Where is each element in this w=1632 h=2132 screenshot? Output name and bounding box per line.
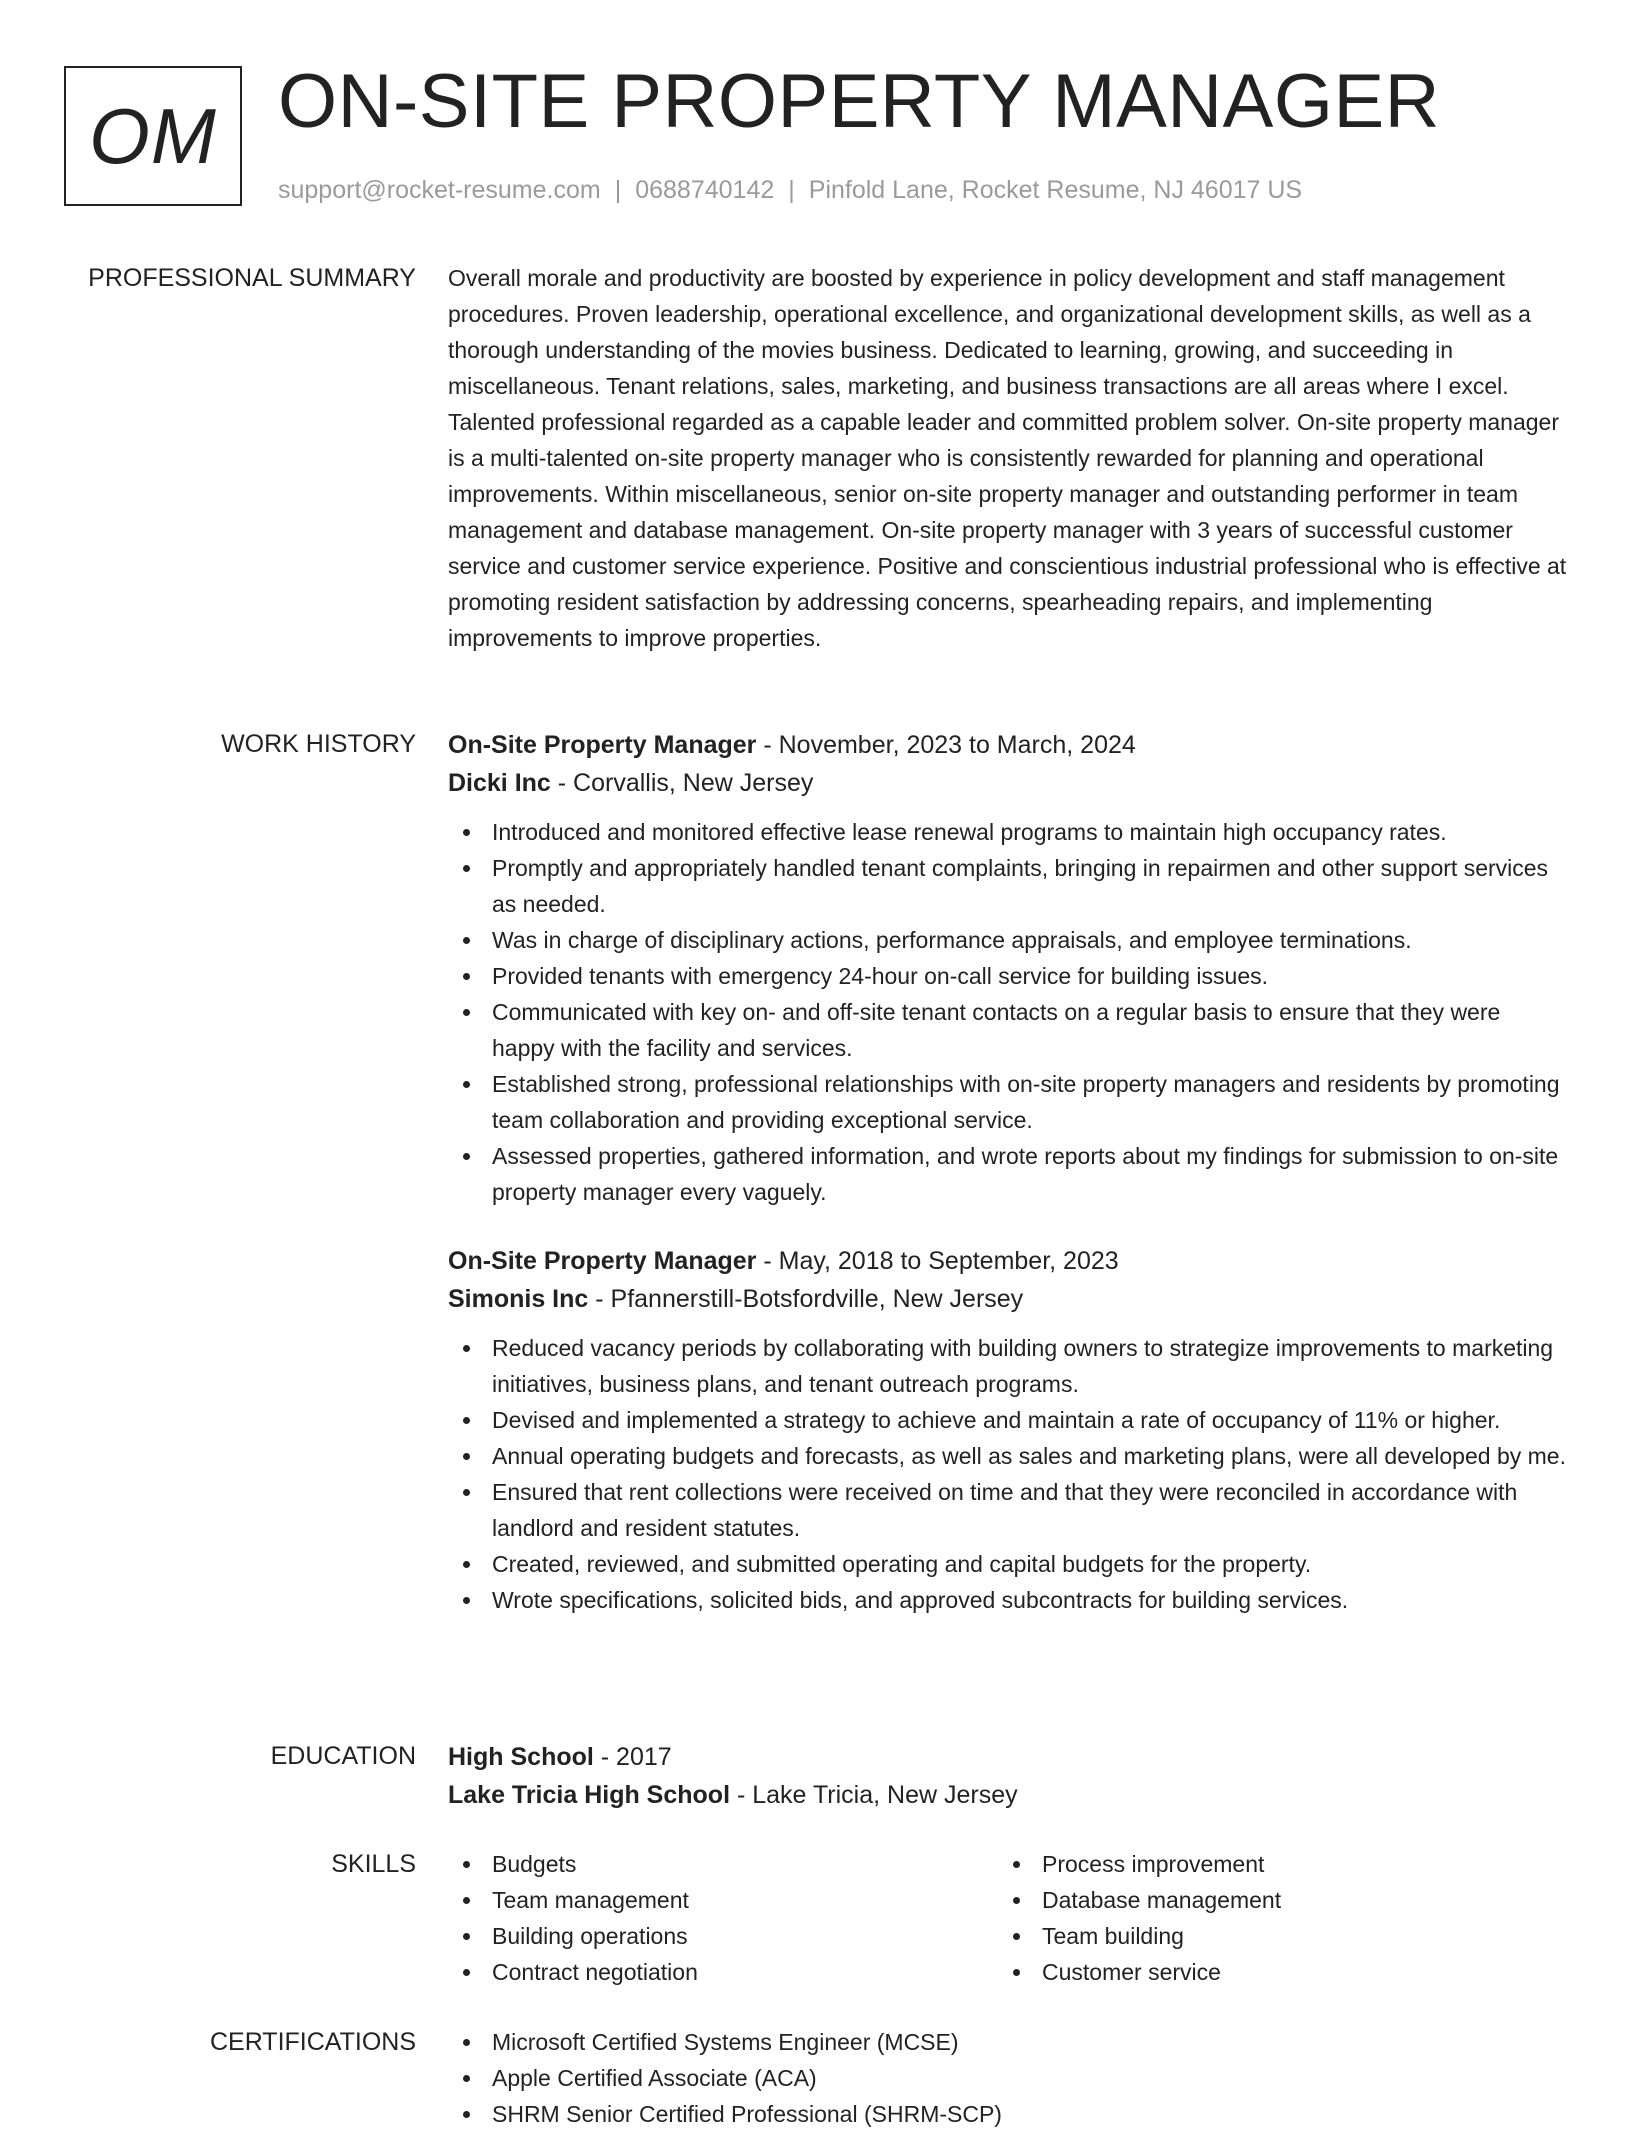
job-title-line [448, 726, 1568, 764]
job-entry [448, 1242, 1568, 1618]
contact-phone[interactable]: 0688740142 [635, 176, 775, 204]
section-label-certifications: CERTIFICATIONS [209, 2028, 416, 2056]
job-bullets [448, 1330, 1568, 1618]
skills-grid [448, 1846, 1568, 1990]
education-school-line [448, 1776, 1568, 1814]
list-item: Annual operating budgets and forecasts, as well as sales and marketing plans, were all developed by me. [448, 1438, 1568, 1474]
skill-item: Process improvement [998, 1846, 1548, 1882]
certifications-body [448, 2024, 1568, 2132]
contact-line [278, 176, 1302, 205]
job-bullets [448, 814, 1568, 1210]
work-history-body [448, 726, 1568, 1618]
list-item: Was in charge of disciplinary actions, performance appraisals, and employee terminations. [448, 922, 1568, 958]
skills-body [448, 1846, 1568, 1990]
skills-column-right [998, 1846, 1548, 1990]
skill-item: Database management [998, 1882, 1548, 1918]
job-title: On-Site Property Manager [448, 1247, 757, 1275]
summary-body [448, 260, 1568, 656]
education-year: - 2017 [593, 1743, 672, 1771]
skill-item: Contract negotiation [448, 1954, 998, 1990]
education-degree-line [448, 1738, 1568, 1776]
skill-item: Customer service [998, 1954, 1548, 1990]
section-label-skills: SKILLS [331, 1850, 416, 1878]
section-label-education: EDUCATION [270, 1742, 416, 1770]
list-item: Created, reviewed, and submitted operating and capital budgets for the property. [448, 1546, 1568, 1582]
monogram-text: OM [89, 91, 217, 180]
list-item: Promptly and appropriately handled tenant complaints, bringing in repairmen and other support services as needed. [448, 850, 1568, 922]
list-item: Established strong, professional relationships with on-site property managers and residents by promoting team collaboration and providing exceptional service. [448, 1066, 1568, 1138]
contact-address: Pinfold Lane, Rocket Resume, NJ 46017 US [808, 176, 1303, 204]
contact-email[interactable]: support@rocket-resume.com [278, 176, 601, 204]
job-location: - Pfannerstill-Botsfordville, New Jersey [588, 1285, 1024, 1313]
job-company: Simonis Inc [448, 1285, 589, 1313]
job-title: On-Site Property Manager [448, 731, 757, 759]
list-item: Reduced vacancy periods by collaborating with building owners to strategize improvements to marketing initiatives, business plans, and tenant outreach programs. [448, 1330, 1568, 1402]
job-location: - Corvallis, New Jersey [550, 769, 814, 797]
list-item: Devised and implemented a strategy to achieve and maintain a rate of occupancy of 11% or higher. [448, 1402, 1568, 1438]
job-dates: - November, 2023 to March, 2024 [756, 731, 1136, 759]
skill-item: Budgets [448, 1846, 998, 1882]
list-item: Ensured that rent collections were received on time and that they were reconciled in accordance with landlord and resident statutes. [448, 1474, 1568, 1546]
summary-text: Overall morale and productivity are boosted by experience in policy development and staff management procedures. Proven leadership, operational excellence, and organizational development skills, as well as a thorough understanding of the movies business. Dedicated to learning, growing, and succeeding in miscellaneous. Tenant relations, sales, marketing, and business transactions are all areas where I excel. Talented professional regarded as a capable leader and committed problem solver. On-site property manager is a multi-talented on-site property manager who is consistently rewarded for planning and operational improvements. Within miscellaneous, senior on-site property manager and outstanding performer in team management and database management. On-site property manager with 3 years of successful customer service and customer service experience. Positive and conscientious industrial professional who is effective at promoting resident satisfaction by addressing concerns, spearheading repairs, and implementing improvements to improve properties. [448, 265, 1567, 651]
skills-column-left [448, 1846, 998, 1990]
skill-item: Building operations [448, 1918, 998, 1954]
list-item: Provided tenants with emergency 24-hour on-call service for building issues. [448, 958, 1568, 994]
list-item: Wrote specifications, solicited bids, and approved subcontracts for building services. [448, 1582, 1568, 1618]
certification-item: SHRM Senior Certified Professional (SHRM-SCP) [448, 2096, 1568, 2132]
job-company-line [448, 764, 1568, 802]
job-dates: - May, 2018 to September, 2023 [756, 1247, 1119, 1275]
job-company-line [448, 1280, 1568, 1318]
education-location: - Lake Tricia, New Jersey [730, 1781, 1018, 1809]
list-item: Introduced and monitored effective lease renewal programs to maintain high occupancy rates. [448, 814, 1568, 850]
job-company: Dicki Inc [448, 769, 551, 797]
certification-item: Microsoft Certified Systems Engineer (MCSE) [448, 2024, 1568, 2060]
section-label-summary: PROFESSIONAL SUMMARY [88, 264, 416, 292]
list-item: Assessed properties, gathered information, and wrote reports about my findings for submission to on-site property manager every vaguely. [448, 1138, 1568, 1210]
skill-item: Team building [998, 1918, 1548, 1954]
skill-item: Team management [448, 1882, 998, 1918]
education-school: Lake Tricia High School [448, 1781, 731, 1809]
section-label-work-history: WORK HISTORY [221, 730, 416, 758]
contact-separator: | [788, 176, 795, 204]
contact-separator: | [614, 176, 622, 204]
page-title: ON-SITE PROPERTY MANAGER [278, 59, 1441, 144]
certification-item: Apple Certified Associate (ACA) [448, 2060, 1568, 2096]
education-degree: High School [448, 1743, 594, 1771]
monogram-logo [64, 66, 242, 206]
certifications-list [448, 2024, 1568, 2132]
education-body [448, 1738, 1568, 1814]
job-entry [448, 726, 1568, 1210]
list-item: Communicated with key on- and off-site tenant contacts on a regular basis to ensure that they were happy with the facility and services. [448, 994, 1568, 1066]
job-title-line [448, 1242, 1568, 1280]
